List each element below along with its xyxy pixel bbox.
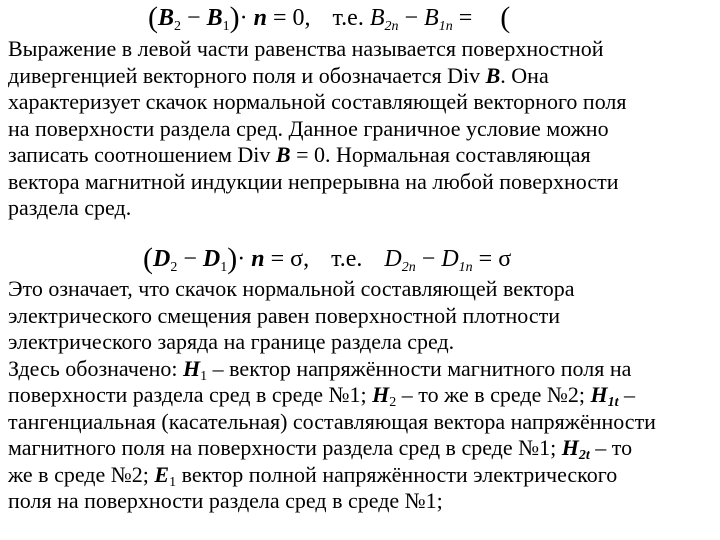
- text-line: электрического заряда на границе раздела сред.: [8, 329, 455, 354]
- normal-vector-n: n: [251, 246, 265, 272]
- cut-paren: (: [500, 1, 511, 34]
- te-label: т.е.: [332, 5, 364, 31]
- text-line: поверхности раздела сред в среде №1; $H_2$ – то же в среде №2; $H_{1t}$ –: [8, 382, 635, 410]
- text-line: магнитного поля на поверхности раздела сред в среде №1; $H_{2t}$ – то: [8, 435, 633, 463]
- text-line: характеризует скачок нормальной составляющей векторного поля: [8, 89, 627, 114]
- text-line: записать соотношением Div B = 0. Нормальная составляющая: [8, 142, 591, 167]
- vector-b2: B: [158, 5, 175, 31]
- formula-electric-boundary: $(D_2 - D_1)\cdot n = \sigma$, т.е. $D_{2n} - D_{1n} = \sigma$: [143, 242, 512, 275]
- close-paren: ): [229, 1, 240, 34]
- vector-d2: D: [153, 246, 171, 272]
- b2n: B: [369, 5, 385, 31]
- close-paren: ): [227, 242, 238, 275]
- text-line: тангенциальная (касательная) составляющая вектора напряжённости: [8, 408, 656, 434]
- text-line: на поверхности раздела сред. Данное граничное условие можно: [8, 115, 609, 141]
- text-line: Это означает, что скачок нормальной составляющей вектора: [8, 276, 575, 301]
- text-line: раздела сред.: [8, 195, 132, 220]
- formula-magnetic-boundary: $(B_2 - B_1)\cdot n = 0$, т.е. $B_{2n} - B_{1n}$ = (: [148, 1, 511, 34]
- text-line: поля на поверхности раздела сред в среде №1;: [8, 488, 443, 513]
- d1n: D: [441, 246, 459, 272]
- vector-b1: B: [206, 5, 223, 31]
- text-line: вектора магнитной индукции непрерывна на любой поверхности: [8, 168, 619, 194]
- vector-d1: D: [202, 246, 221, 272]
- text-line: Выражение в левой части равенства называется поверхностной: [8, 36, 604, 61]
- paragraph-divergence: [8, 36, 720, 222]
- text-line: Здесь обозначено: $H_1$ – вектор напряжённости магнитного поля на: [8, 355, 632, 384]
- open-paren: (: [148, 1, 158, 34]
- te-label: т.е.: [331, 246, 363, 272]
- normal-vector-n: n: [253, 5, 267, 31]
- text-line: электрического смещения равен поверхностной плотности: [8, 302, 561, 328]
- open-paren: (: [143, 242, 153, 275]
- paragraph-definitions: [8, 276, 720, 515]
- text-line: же в среде №2; $E_1$ вектор полной напряжённости электрического: [8, 461, 618, 490]
- b1n: B: [424, 5, 439, 31]
- text-line: дивергенцией векторного поля и обозначается Div B. Она: [8, 62, 549, 88]
- d2n: D: [384, 246, 402, 272]
